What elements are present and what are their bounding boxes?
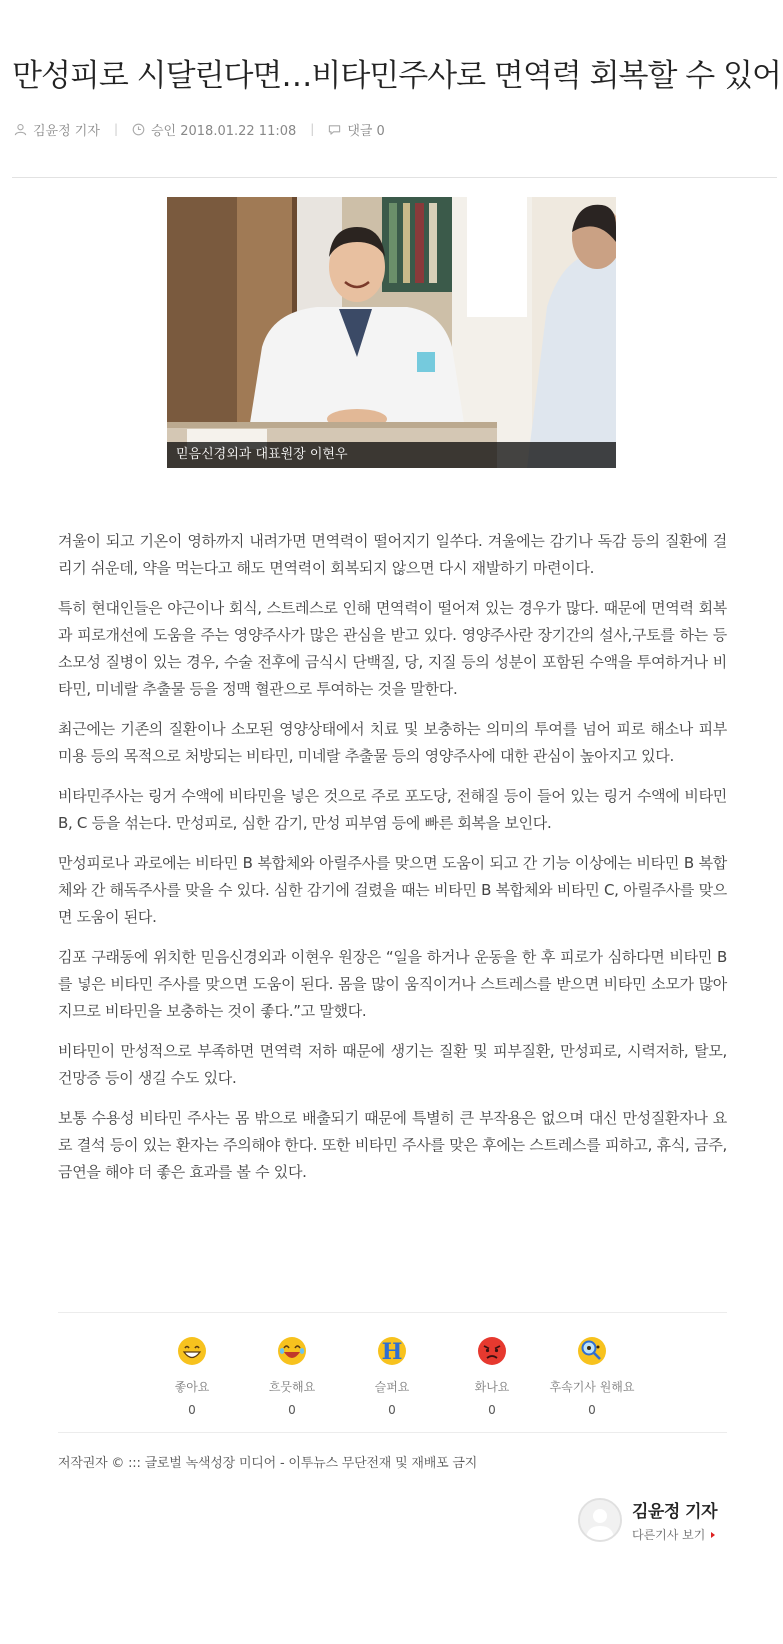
reaction-label: 슬퍼요 <box>374 1380 410 1394</box>
reaction-like-button[interactable] <box>142 1336 242 1417</box>
reactions-divider-top <box>58 1312 727 1313</box>
doctor-photo <box>167 197 616 468</box>
avatar <box>578 1498 622 1542</box>
article-paragraph: 특히 현대인들은 야근이나 회식, 스트레스로 인해 면역력이 떨어져 있는 경우가 많다. 때문에 면역력 회복과 피로개선에 도움을 주는 영양주사가 많은 관심을 받고 있다. 영양주사란 장기간의 설사,구토를 하는 등 소모성 질병이 있는 경우, 수술 전후에 금식시 단백질, 당, 지질 등의 성분이 포함된 수액을 투여하거나 비타민, 미네랄 추출물 등을 정맥 혈관으로 투여하는 것을 말한다. <box>58 599 727 698</box>
magnifier-face-icon <box>577 1336 607 1366</box>
approved-datetime: 승인 2018.01.22 11:08 <box>150 123 297 139</box>
article-paragraph: 비타민이 만성적으로 부족하면 면역력 저하 때문에 생기는 질환 및 피부질환, 만성피로, 시력저하, 탈모, 건망증 등이 생길 수도 있다. <box>58 1042 727 1087</box>
reaction-label: 흐뭇해요 <box>268 1380 316 1394</box>
comment-count[interactable]: 댓글 0 <box>347 123 385 139</box>
photo-caption: 믿음신경외과 대표원장 이현우 <box>167 442 616 468</box>
avatar-placeholder-icon <box>580 1500 620 1540</box>
reaction-bar <box>142 1336 642 1417</box>
arrow-right-icon <box>711 1532 715 1538</box>
reaction-count: 0 <box>288 1403 296 1417</box>
user-icon <box>14 123 27 136</box>
article-photo <box>167 197 616 468</box>
angry-face-icon <box>477 1336 507 1366</box>
reaction-label: 후속기사 원해요 <box>549 1380 635 1394</box>
author-box <box>578 1497 717 1543</box>
reaction-label: 좋아요 <box>174 1380 210 1394</box>
reaction-pleased-button[interactable] <box>242 1336 342 1417</box>
reaction-angry-button[interactable] <box>442 1336 542 1417</box>
article-body <box>58 528 727 1199</box>
laughing-face-icon <box>277 1336 307 1366</box>
article-paragraph: 겨울이 되고 기온이 영하까지 내려가면 면역력이 떨어지기 일쑤다. 겨울에는 감기나 독감 등의 질환에 걸리기 쉬운데, 약을 먹는다고 해도 면역력이 회복되지 않으면 다시 재발하기 마련이다. <box>58 532 727 577</box>
article-paragraph: 비타민주사는 링거 수액에 비타민을 넣은 것으로 주로 포도당, 전해질 등이 들어 있는 링거 수액에 비타민 B, C 등을 섞는다. 만성피로, 심한 감기, 만성 피부염 등에 빠른 회복을 보인다. <box>58 787 727 832</box>
reaction-count: 0 <box>388 1403 396 1417</box>
grinning-face-icon <box>177 1336 207 1366</box>
title-divider <box>12 177 777 178</box>
h-badge-icon <box>377 1336 407 1366</box>
copyright-notice: 저작권자 © ::: 글로벌 녹색성장 미디어 - 이투뉴스 무단전재 및 재배포 금지 <box>58 1456 478 1471</box>
article-paragraph: 보통 수용성 비타민 주사는 몸 밖으로 배출되기 때문에 특별히 큰 부작용은 없으며 대신 만성질환자나 요로 결석 등이 있는 환자는 주의해야 한다. 또한 비타민 주사를 맞은 후에는 스트레스를 피하고, 휴식, 금주, 금연을 해야 더 좋은 효과를 볼 수 있다. <box>58 1109 727 1181</box>
reaction-count: 0 <box>488 1403 496 1417</box>
meta-divider: | <box>310 122 315 136</box>
article-paragraph: 최근에는 기존의 질환이나 소모된 영양상태에서 치료 및 보충하는 의미의 투여를 넘어 피로 해소나 피부 미용 등의 목적으로 처방되는 비타민, 미네랄 추출물 등의 영양주사에 대한 관심이 높아지고 있다. <box>58 720 727 765</box>
reporter-name[interactable]: 김윤정 기자 <box>33 123 100 139</box>
author-name: 김윤정 기자 <box>632 1502 718 1522</box>
reactions-divider-bottom <box>58 1432 727 1433</box>
reaction-label: 화나요 <box>474 1380 510 1394</box>
reaction-sad-button[interactable] <box>342 1336 442 1417</box>
meta-divider: | <box>113 122 118 136</box>
svg-text:H: H <box>381 1339 403 1365</box>
reaction-count: 0 <box>588 1403 596 1417</box>
article-meta <box>14 119 385 139</box>
comment-icon <box>328 123 341 136</box>
other-articles-link[interactable] <box>632 1526 717 1543</box>
reaction-count: 0 <box>188 1403 196 1417</box>
other-articles-label: 다른기사 보기 <box>632 1528 706 1542</box>
article-paragraph: 만성피로나 과로에는 비타민 B 복합체와 아릴주사를 맞으면 도움이 되고 간 기능 이상에는 비타민 B 복합체와 간 해독주사를 맞을 수 있다. 심한 감기에 걸렸을 때는 비타민 B 복합체와 비타민 C, 아릴주사를 맞으면 도움이 된다. <box>58 854 727 926</box>
article-title: 만성피로 시달린다면…비타민주사로 면역력 회복할 수 있어 <box>12 58 781 94</box>
reaction-follow-up-button[interactable] <box>542 1336 642 1417</box>
clock-icon <box>132 123 145 136</box>
article-paragraph: 김포 구래동에 위치한 믿음신경외과 이현우 원장은 “일을 하거나 운동을 한 후 피로가 심하다면 비타민 B를 넣은 비타민 주사를 맞으면 도움이 된다. 몸을 많이 움직이거나 스트레스를 받으면 비타민 소모가 많아지므로 비타민을 보충하는 것이 좋다.”고 말했다. <box>58 948 727 1020</box>
